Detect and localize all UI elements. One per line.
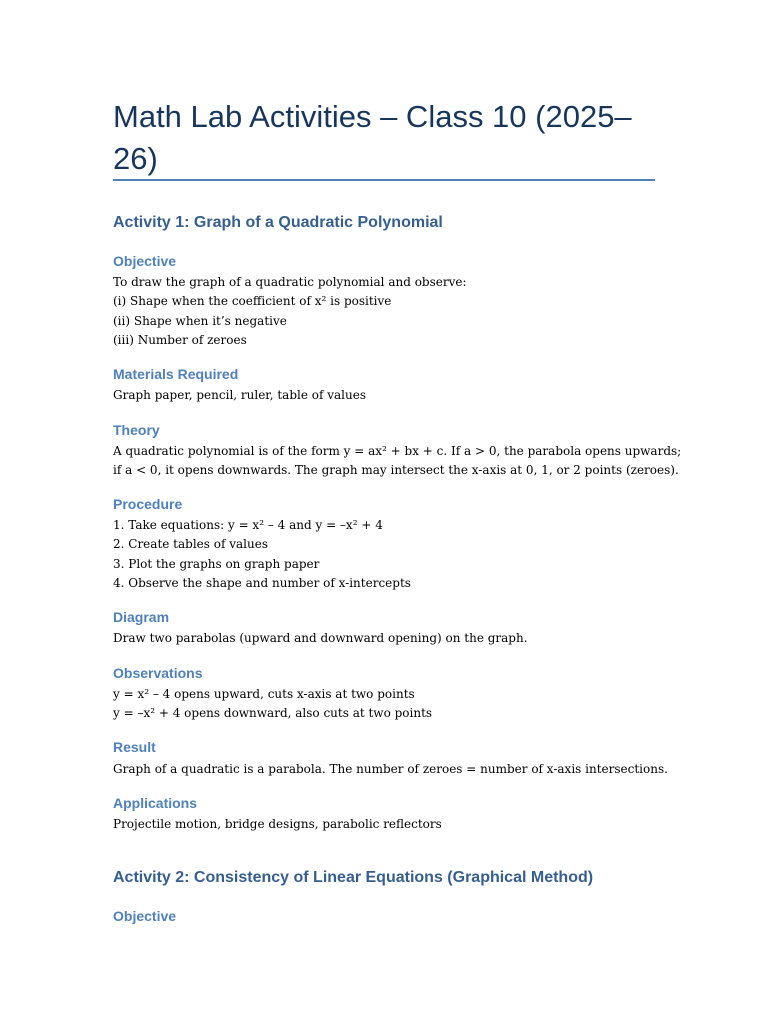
activity-2-heading: Activity 2: Consistency of Linear Equations (Graphical Method) — [113, 869, 594, 886]
diagram-text — [113, 629, 528, 648]
objective-line: (i) Shape when the coefficient of x² is positive — [113, 294, 392, 309]
observation-line: y = x² – 4 opens upward, cuts x-axis at two points — [113, 687, 415, 701]
procedure-step: 1. Take equations: y = x² – 4 and y = –x² + 4 — [113, 518, 383, 532]
observations-heading: Observations — [113, 665, 203, 681]
objective-text — [113, 273, 467, 350]
activity-1-heading: Activity 1: Graph of a Quadratic Polynomial — [113, 214, 443, 231]
procedure-step: 4. Observe the shape and number of x-intercepts — [113, 575, 411, 590]
result-text — [113, 760, 668, 779]
applications-heading: Applications — [113, 795, 198, 811]
title-underline — [113, 179, 655, 181]
materials-text — [113, 386, 366, 405]
diagram-line: Draw two parabolas (upward and downward opening) on the graph. — [113, 631, 528, 645]
applications-text — [113, 815, 442, 834]
procedure-step: 3. Plot the graphs on graph paper — [113, 556, 320, 571]
objective-line: (ii) Shape when it’s negative — [113, 313, 287, 328]
procedure-step: 2. Create tables of values — [113, 537, 268, 552]
materials-heading: Materials Required — [113, 366, 239, 382]
document-title: Math Lab Activities – Class 10 (2025–26) — [113, 99, 632, 176]
activity-2-objective-heading: Objective — [113, 908, 177, 924]
theory-line: if a < 0, it opens downwards. The graph may intersect the x-axis at 0, 1, or 2 points (zeroes). — [113, 463, 679, 478]
procedure-heading: Procedure — [113, 496, 183, 512]
objective-line: To draw the graph of a quadratic polynomial and observe: — [113, 275, 467, 289]
diagram-heading: Diagram — [113, 609, 170, 625]
procedure-list — [113, 516, 411, 593]
objective-heading: Objective — [113, 253, 177, 269]
theory-line: A quadratic polynomial is of the form y = ax² + bx + c. If a > 0, the parabola opens upwards; — [113, 444, 682, 458]
observations-text — [113, 685, 432, 724]
objective-line: (iii) Number of zeroes — [113, 332, 247, 347]
applications-line: Projectile motion, bridge designs, parabolic reflectors — [113, 817, 442, 831]
materials-line: Graph paper, pencil, ruler, table of values — [113, 388, 367, 402]
theory-heading: Theory — [113, 422, 160, 438]
observation-line: y = –x² + 4 opens downward, also cuts at two points — [113, 706, 433, 721]
result-line: Graph of a quadratic is a parabola. The number of zeroes = number of x-axis intersections. — [113, 762, 668, 776]
result-heading: Result — [113, 739, 156, 755]
theory-text — [113, 442, 681, 481]
